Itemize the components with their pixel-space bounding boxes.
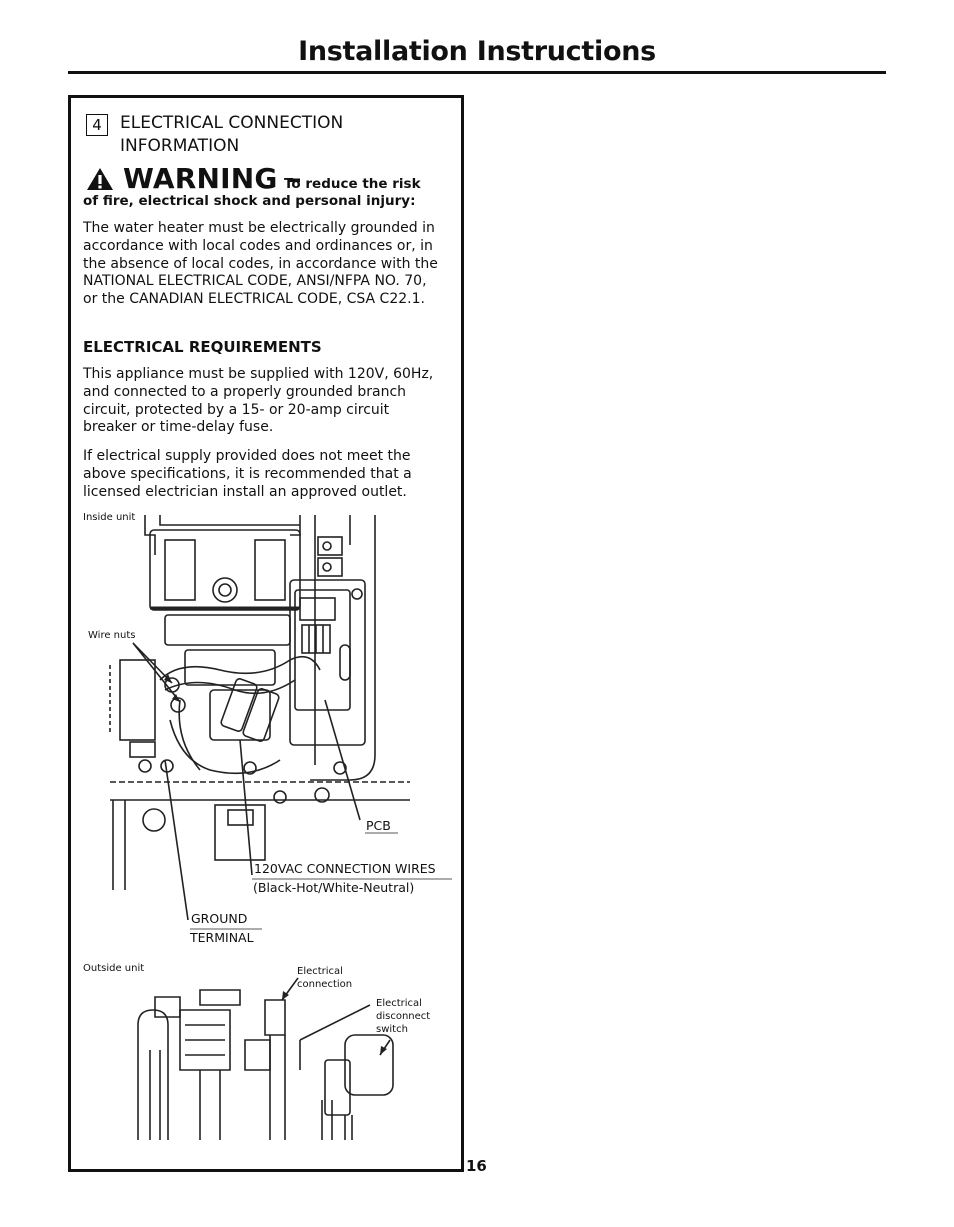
- ground-terminal-label-line2: TERMINAL: [190, 930, 254, 945]
- wire-nuts-label: Wire nuts: [88, 630, 136, 641]
- electrical-connection-label: Electrical connection: [297, 966, 353, 990]
- specs-paragraph: If electrical supply provided does not meet the above specifications, it is recommended that a licensed electrician install an approved outlet.: [83, 448, 412, 500]
- section-heading: ELECTRICAL CONNECTION INFORMATION: [120, 113, 344, 156]
- page-title: Installation Instructions: [298, 36, 656, 67]
- pcb-label: PCB: [366, 818, 391, 833]
- grounding-paragraph: The water heater must be electrically grounded in accordance with local codes and ordinances or, in the absence of local codes, in accordance with the NATIONAL ELECTRICAL CODE, ANSI/NFPA NO. 70, or the CANADIAN ELECTRICAL CODE, CSA C22.1.: [83, 220, 438, 308]
- ground-terminal-label-line1: GROUND: [191, 911, 248, 926]
- disconnect-switch-label: Electrical disconnect switch: [376, 998, 431, 1035]
- requirements-heading: ELECTRICAL REQUIREMENTS: [83, 338, 322, 356]
- page-number: 16: [466, 1157, 487, 1175]
- connection-wires-label: 120VAC CONNECTION WIRES: [254, 861, 436, 876]
- outside-unit-label: Outside unit: [83, 963, 145, 974]
- supply-paragraph: This appliance must be supplied with 120V, 60Hz, and connected to a properly grounded branch circuit, protected by a 15- or 20-amp circuit breaker or time-delay fuse.: [83, 366, 434, 436]
- inside-unit-label: Inside unit: [83, 512, 136, 523]
- warning-text-line1: To reduce the risk: [284, 176, 421, 192]
- warning-text-line2: of fire, electrical shock and personal injury:: [83, 193, 416, 209]
- connection-wires-note: (Black-Hot/White-Neutral): [253, 880, 415, 895]
- step-number-badge: 4: [86, 114, 108, 136]
- warning-word: WARNING –: [123, 162, 302, 195]
